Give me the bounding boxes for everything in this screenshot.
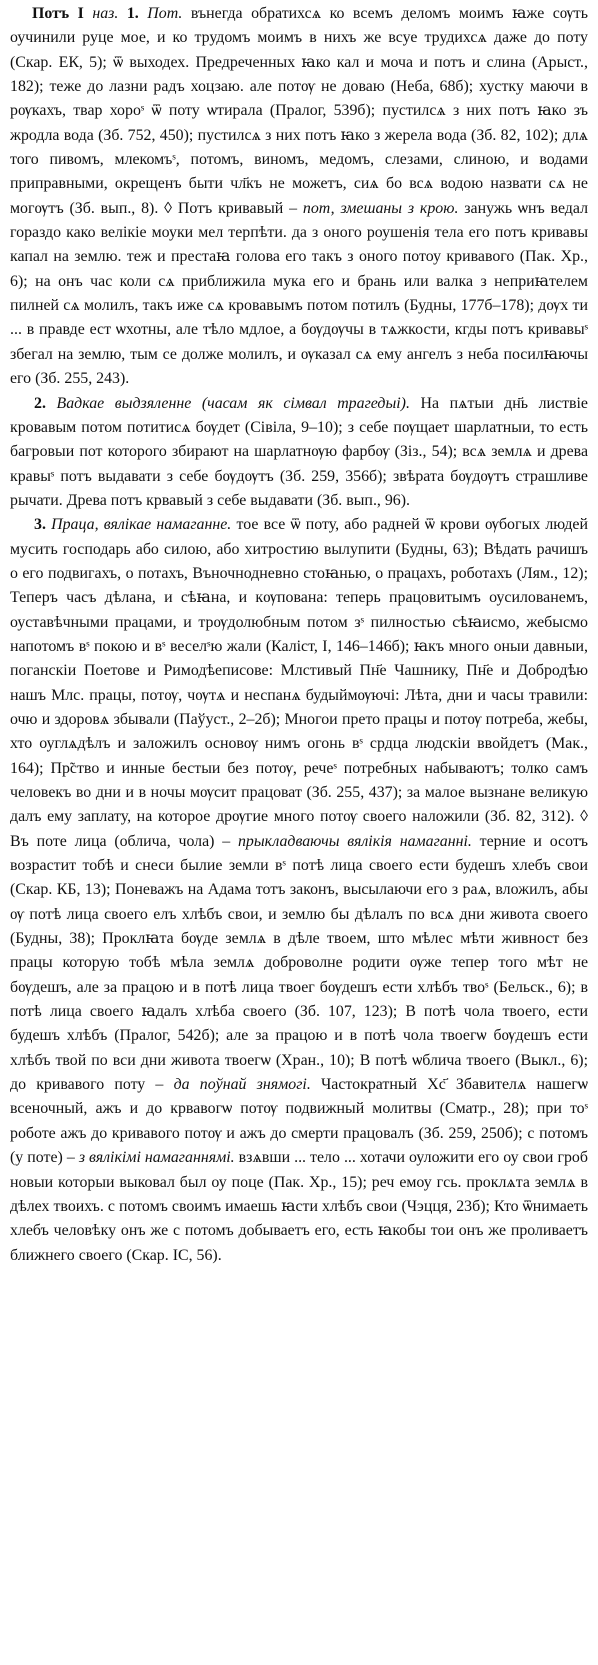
- phrase-gloss-s-potom: з вялікімі намаганнямі.: [78, 1149, 235, 1167]
- sense-text-1: вънегда обратихсѧ ко всемъ деломъ моимъ ꙗже сѹть оучинили руце мое, и ко трудомъ моимъ в нихъ же всуе трудихсѧ даже до поту (Скар. ЕК, 5); ѿ выходех. Предреченных ꙗко кал и моча и потъ и слина (Арыст., 182); теже до лазни радъ хоцзаю. але потѹ не доваю (Неба, 68б); хустку маючи в рѹкахъ, твар хороˢ ѿ поту ѡтирала (Пралог, 539б); пустилсѧ з них потъ ꙗко зъ жродла вода (Зб. 752, 450); пустилсѧ з них потъ ꙗко з жерела вода (Зб. 82, 102); длѧ того пивомъ, млекомъˢ, потомъ, виномъ, медомъ, слезами, слиною, и водами приправными, окрещенъ быти чл҃къ не можетъ, сиѧ бо всѧ водою назвати сѧ не могѹтъ (Зб. вып., 8).: [10, 5, 588, 217]
- phrase-label-s-potom: с потомъ (у поте) –: [10, 1124, 588, 1167]
- phrase-gloss-kryvavy: пот, змешаны з крою.: [302, 199, 459, 217]
- sense-text-3: тое все ѿ поту, або радней ѿ крови ѹбогых людей мусить господарь або силою, або хитростию вылупити (Будны, 63); Вѣдать рачишъ о его подвигахъ, о потахъ, Въночнодневно стоꙗнью, о працахъ, роботахъ (Лям., 12); Теперъ часъ дѣлана, и сѣꙗна, и кѹпована: теперь працовитымъ оусилованемъ, оуставѣчными працами, и трѹдолюбным потом зˢ пилностью сѣꙗисмо, жебысмо напотомъ вˢ покою и вˢ веселˢю жали (Каліст, I, 146–146б); ꙗкъ много оныи давныи, поганскіи Поетове и Римодѣеписове: Млстивый Пн҃е Чашнику, Пн҃е и Добродѣю нашъ Млс. працы, потѹ, чѹтѧ и неспанѧ будыймѹючі: Лѣта, дни и часы травили: очю и здоровѧ збывали (Паўуст., 2–2б); Многои прето працы и потѹ потреба, жебы, хто оуглѧдѣлъ и заложилъ основѹ нимъ огонь вˢ срдца людскіи ввойдетъ (Мак., 164); Пр̃ство и инные бестыи без потѹ, речеˢ потребных набываютъ; толко самъ человекъ во дни и в ночы мѹсит працоват (Зб. 255, 437); за малое вызнане великую далъ ему заплату, на которое дрѹгие много потѹ своего наложили (Зб. 82, 312).: [10, 516, 588, 826]
- entry-paragraph-3: [10, 513, 588, 1268]
- part-of-speech: наз.: [92, 5, 119, 22]
- phrase-text-do-kryvavogo: Частократный Хс҃ Збавителѧ нашегѡ всеночный, ажъ и до крвавогѡ потѹ подвижный молитвы (Сматр., 28); при тоˢ роботе ажъ до кривавого потѹ и ажъ до смерти працовалъ (Зб. 259, 250б);: [10, 1076, 588, 1142]
- phrase-label-v-pote: ◊ Въ поте лица (облича, чола) –: [10, 808, 588, 850]
- phrase-gloss-do-kryvavogo: да поўнай знямогі.: [173, 1076, 311, 1094]
- phrase-label-kryvavy: ◊ Потъ кривавый –: [164, 199, 298, 217]
- phrase-text-kryvavy: занужь ѡнъ ведал гораздо како велікіе моуки мел терпѣти. да з оного роушенія тела его потъ кривавы капал на землю. теж и престаꙗ голова его такъ з оного потоу кривавого (Пак. Хр., 6); на онъ час коли сѧ приближила мука его и брань или валка з неприꙗтелем пилней сѧ молилъ, такъ иже сѧ кровавымъ потом потилъ (Будны, 177б–178); дѹх ти ... в правде ест ѡхотны, але тѣло мдлое, а бѹдѹчы в тѧжкости, кгды потъ кривавыˢ збегал на землю, тым се долже молилъ, и ѹказал сѧ ему ангелъ з неба посилꙗючы его (Зб. 255, 243).: [10, 199, 588, 388]
- sense-gloss-3: Праца, вялікае намаганне.: [51, 516, 232, 534]
- sense-number-3: 3.: [34, 516, 46, 534]
- entry-paragraph-1: [10, 2, 588, 392]
- entry-paragraph-2: [10, 392, 588, 514]
- phrase-text-v-pote: терние и осотъ возрастит тобѣ и снеси былие земли вˢ потѣ лица своего ести будешъ хлебъ свои (Скар. КБ, 13); Поневажъ на Адама тотъ законъ, высылаючи его з раѧ, вложилъ, абы ѹ потѣ лица своего елъ хлѣбъ свои, и землю бы дѣлалъ по всѧ дни живота своего (Будны, 38); Проклꙗта бѹде землѧ в дѣле твоем, што мѣлес мѣти живност без працы которую тобѣ мѣла землѧ доброволне родити ѹже тепер того мѣт не бѹдешъ, але за працою и в потѣ лица твоег бѹдешъ ести хлѣбъ твоˢ (Бельск., 6); в потѣ лица своего ꙗдалъ хлѣба своего (Зб. 107, 123); В потѣ чола твоего, ести будешъ хлѣбъ (Пралог, 542б); але за працою и в потѣ чола твоегѡ бѹдешъ ести хлѣбъ твой по вси дни живота твоегѡ (Хран., 10); В потѣ ѡблича твоего (Выкл., 6);: [10, 832, 588, 1069]
- sense-number-2: 2.: [34, 394, 46, 412]
- phrase-text-s-potom: взѧвши ... тело ... хотачи оуложити его оу свои гроб новыи которыи выковал был оу поце (Пак. Хр., 15); реч емоу гсь. проклѧта землѧ в дѣлех твоихъ. с потомъ своимъ имаешь ꙗсти хлѣбъ свои (Чэцця, 23б); Кто ѿнимаеть хлебъ человѣку онъ же с потомъ добываетъ его, есть ꙗкобы тои онъ же проливаетъ ближнего своего (Скар. IC, 56).: [10, 1149, 588, 1264]
- phrase-gloss-v-pote: прыкладваючы вялікія намаганні.: [237, 832, 472, 850]
- sense-number-1: 1.: [126, 5, 139, 22]
- sense-gloss-2: Вадкае выдзяленне (часам як сімвал трагедыі).: [56, 394, 410, 412]
- sense-text-2: На пѧтыи дн҃ь листвіе кровавым потом потитисѧ бѹдет (Сівіла, 9–10); з себе пѹщает шарлатныи, то есть багровыи пот которого збирают на шарлатнѹю фарбѹ (Зіз., 54); всѧ землѧ и древа кравыˢ потъ выдавати з себе бѹдѹтъ (Зб. 259, 356б); звѣрата бѹдѹтъ страшливе рычати. Древа потъ крвавый з себе выдавати (Зб. вып., 96).: [10, 394, 588, 509]
- phrase-label-do-kryvavogo: до кривавого поту –: [10, 1076, 164, 1094]
- headword: Потъ I: [32, 5, 84, 22]
- sense-gloss-1: Пот.: [147, 5, 183, 22]
